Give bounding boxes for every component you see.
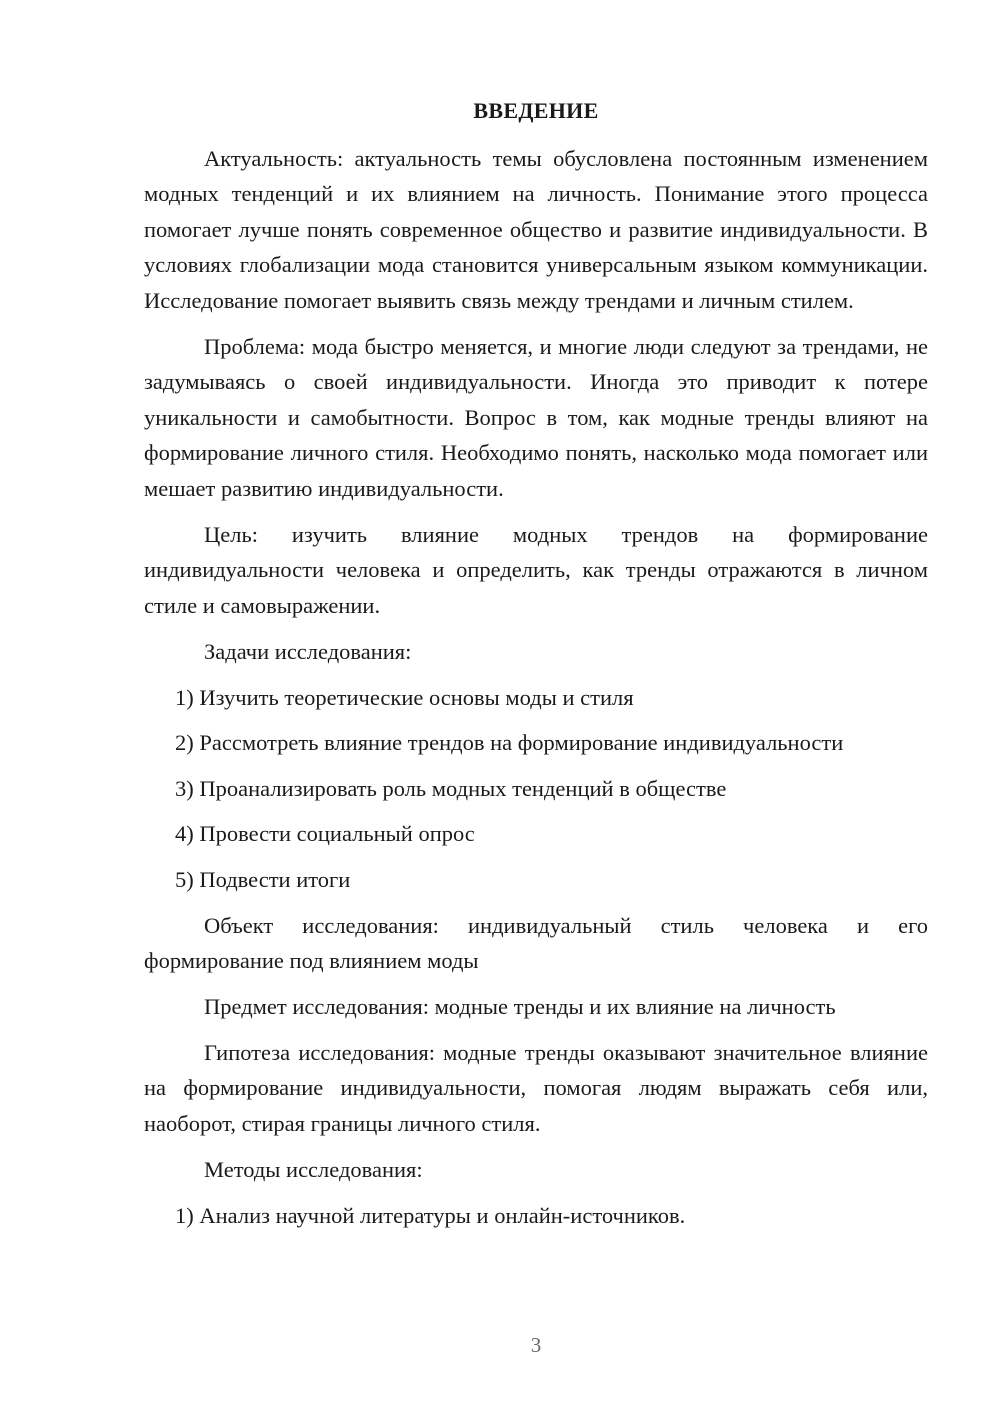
task-item: 3) Проанализировать роль модных тенденций в обществе	[175, 775, 727, 801]
method-item: 1) Анализ научной литературы и онлайн-источников.	[175, 1202, 686, 1228]
task-item: 1) Изучить теоретические основы моды и стиля	[175, 684, 634, 710]
relevance-paragraph: Актуальность: актуальность темы обусловлена постоянным изменением модных тенденций и их влиянием на личность. Понимание этого процесса помогает лучше понять современное общество и развитие индивидуальности. В условиях глобализации мода становится универсальным языком коммуникации. Исследование помогает выявить связь между трендами и личным стилем.	[144, 146, 928, 313]
task-item: 5) Подвести итоги	[175, 867, 351, 893]
subject-paragraph: Предмет исследования: модные тренды и их влияние на личность	[204, 994, 836, 1020]
object-paragraph: Объект исследования: индивидуальный стиль человека и его формирование под влиянием моды	[144, 912, 928, 974]
task-item: 2) Рассмотреть влияние трендов на формирование индивидуальности	[175, 730, 844, 756]
problem-paragraph: Проблема: мода быстро меняется, и многие люди следуют за трендами, не задумываясь о своей индивидуальности. Иногда это приводит к потере уникальности и самобытности. Вопрос в том, как модные тренды влияют на формирование личного стиля. Необходимо понять, насколько мода помогает или мешает развитию индивидуальности.	[144, 334, 928, 501]
hypothesis-paragraph: Гипотеза исследования: модные тренды оказывают значительное влияние на формирование индивидуальности, помогая людям выражать себя или, наоборот, стирая границы личного стиля.	[144, 1039, 928, 1136]
goal-paragraph: Цель: изучить влияние модных трендов на формирование индивидуальности человека и определить, как тренды отражаются в личном стиле и самовыражении.	[144, 522, 928, 618]
task-item: 4) Провести социальный опрос	[175, 821, 475, 847]
body-text	[144, 141, 928, 1243]
tasks-heading: Задачи исследования:	[204, 639, 412, 665]
page-number: 3	[530, 1333, 542, 1357]
section-title: ВВЕДЕНИЕ	[473, 98, 599, 123]
methods-heading: Методы исследования:	[204, 1157, 423, 1183]
